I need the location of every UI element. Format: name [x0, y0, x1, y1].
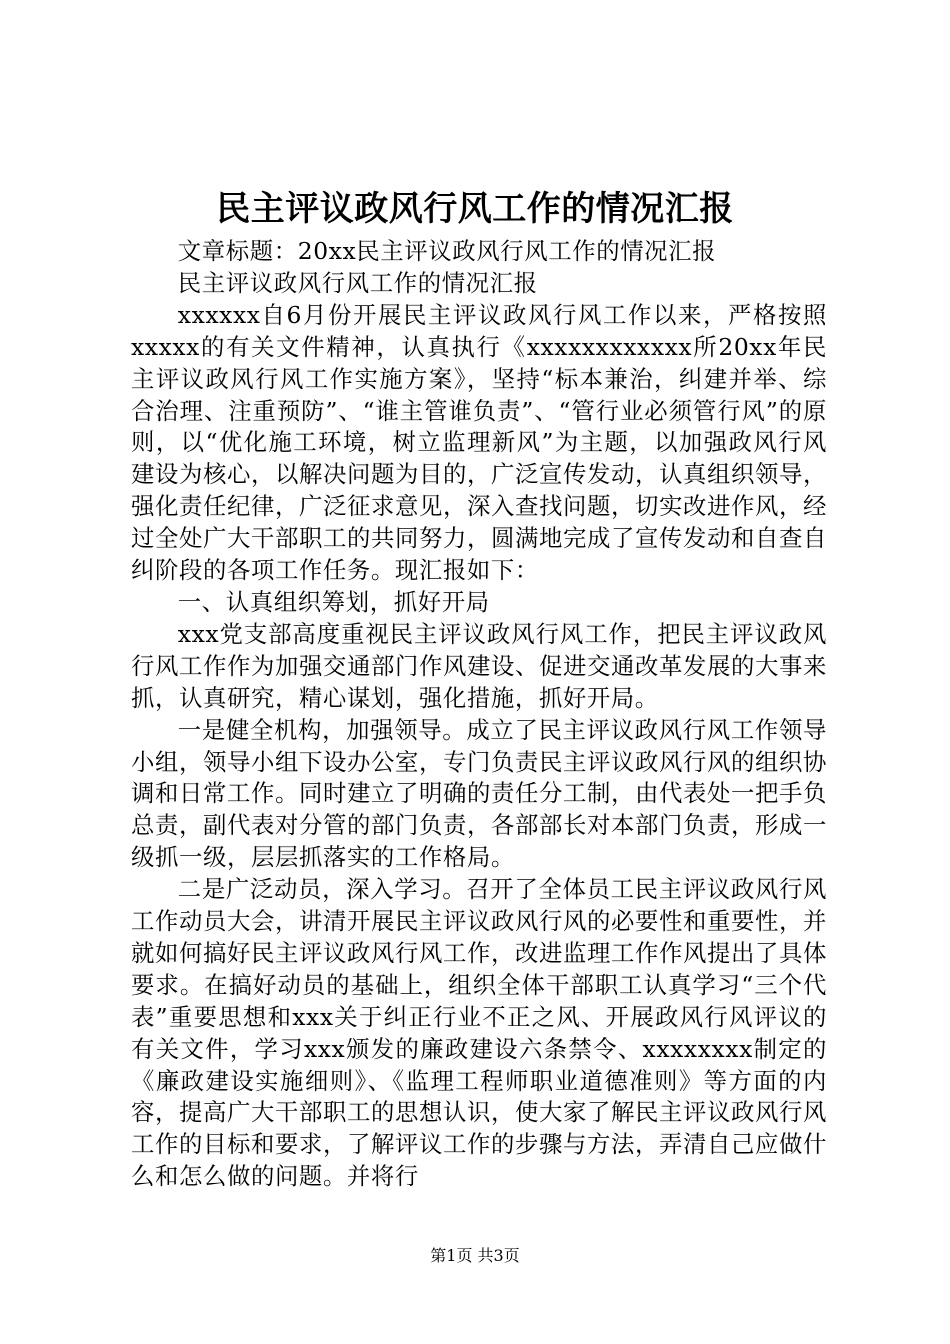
page-footer: 第1页 共3页	[430, 1246, 520, 1265]
paragraph-subtitle: 民主评议政风行风工作的情况汇报	[177, 268, 538, 297]
paragraph-intro: xxxxxx自6月份开展民主评议政风行风工作以来，严格按照xxxxx的有关文件精神，认真执行《xxxxxxxxxxxx所20xx年民主评议政风行风工作实施方案》，坚持“标本兼治，纠建并举、综合治理、注重预防”、“谁主管谁负责”、“管行业必须管行风”的原则，以“优化施工环境，树立监理新风”为主题，以加强政风行风建设为核心，以解决问题为目的，广泛宣传发动，认真组织领导，强化责任纪律，广泛征求意见，深入查找问题，切实改进作风，经过全处广大干部职工的共同努力，圆满地完成了宣传发动和自查自纠阶段的各项工作任务。现汇报如下：	[131, 300, 827, 585]
paragraph-section-1: xxx党支部高度重视民主评议政风行风工作，把民主评议政风行风工作作为加强交通部门作风建设、促进交通改革发展的大事来抓，认真研究，精心谋划，强化措施，抓好开局。	[131, 619, 827, 712]
document-title: 民主评议政风行风工作的情况汇报	[216, 189, 734, 229]
document-body	[131, 236, 827, 1193]
paragraph-point-2: 二是广泛动员，深入学习。召开了全体员工民主评议政风行风工作动员大会，讲清开展民主评议政风行风的必要性和重要性，并就如何搞好民主评议政风行风工作，改进监理工作作风提出了具体要求。在搞好动员的基础上，组织全体干部职工认真学习“三个代表”重要思想和xxx关于纠正行业不正之风、开展政风行风评议的有关文件，学习xxx颁发的廉政建设六条禁令、xxxxxxxx制定的《廉政建设实施细则》、《监理工程师职业道德准则》等方面的内容，提高广大干部职工的思想认识，使大家了解民主评议政风行风工作的目标和要求，了解评议工作的步骤与方法，弄清自己应做什么和怎么做的问题。并将行	[131, 875, 827, 1191]
paragraph-point-1: 一是健全机构，加强领导。成立了民主评议政风行风工作领导小组，领导小组下设办公室，专门负责民主评议政风行风的组织协调和日常工作。同时建立了明确的责任分工制，由代表处一把手负总责，副代表对分管的部门负责，各部部长对本部门负责，形成一级抓一级，层层抓落实的工作格局。	[131, 715, 827, 872]
paragraph-article-title: 文章标题：20xx民主评议政风行风工作的情况汇报	[177, 237, 717, 265]
section-heading-1: 一、认真组织筹划，抓好开局	[177, 587, 490, 616]
